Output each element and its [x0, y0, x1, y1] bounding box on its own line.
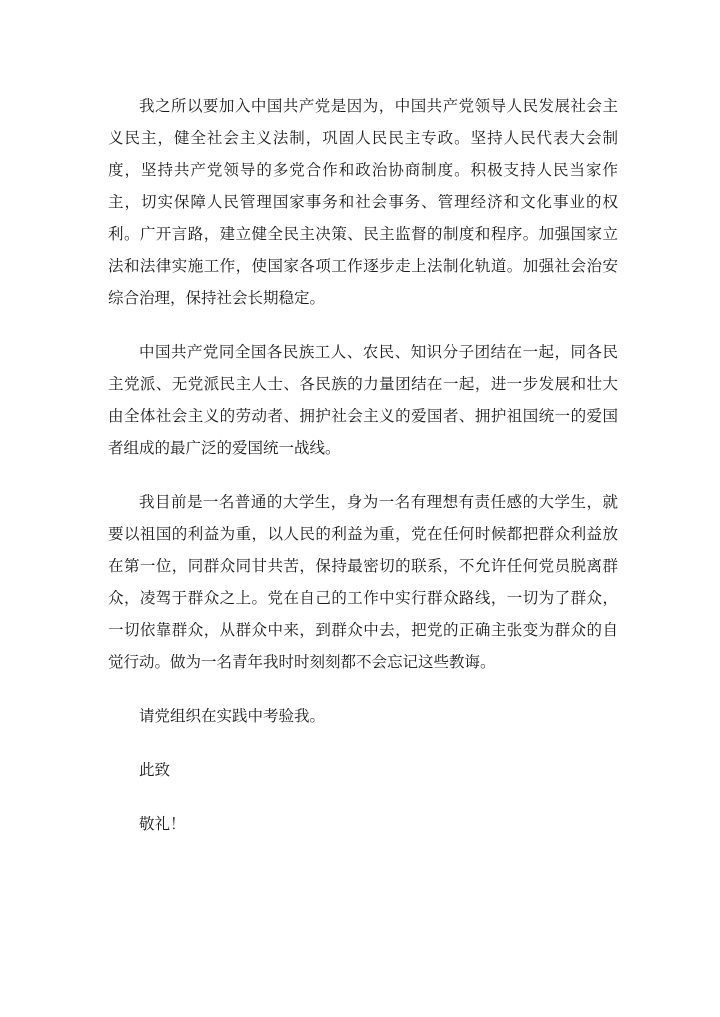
paragraph-personal-commitment: 我目前是一名普通的大学生，身为一名有理想有责任感的大学生，就要以祖国的利益为重，以人民的利益为重，党在任何时候都把群众利益放在第一位，同群众同甘共苦，保持最密切的联系，不允许任何党员脱离群众，凌驾于群众之上。党在自己的工作中实行群众路线，一切为了群众，一切依靠群众，从群众中来，到群众中去，把党的正确主张变为群众的自觉行动。做为一名青年我时时刻刻都不会忘记这些教诲。: [108, 493, 618, 671]
closing-salutation: 此致: [139, 761, 171, 779]
document-page: [108, 90, 618, 840]
paragraph-united-front: 中国共产党同全国各民族工人、农民、知识分子团结在一起，同各民主党派、无党派民主人士、各民族的力量团结在一起，进一步发展和壮大由全体社会主义的劳动者、拥护社会主义的爱国者、拥护祖国统一的爱国者组成的最广泛的爱国统一战线。: [108, 343, 618, 457]
request-line: 请党组织在实践中考验我。: [139, 707, 326, 725]
closing-regards: 敬礼！: [139, 815, 186, 833]
paragraph-reason-for-joining: 我之所以要加入中国共产党是因为，中国共产党领导人民发展社会主义民主，健全社会主义法制，巩固人民民主专政。坚持人民代表大会制度，坚持共产党领导的多党合作和政治协商制度。积极支持人民当家作主，切实保障人民管理国家事务和社会事务、管理经济和文化事业的权利。广开言路，建立健全民主决策、民主监督的制度和程序。加强国家立法和法律实施工作，使国家各项工作逐步走上法制化轨道。加强社会治安综合治理，保持社会长期稳定。: [108, 97, 618, 307]
